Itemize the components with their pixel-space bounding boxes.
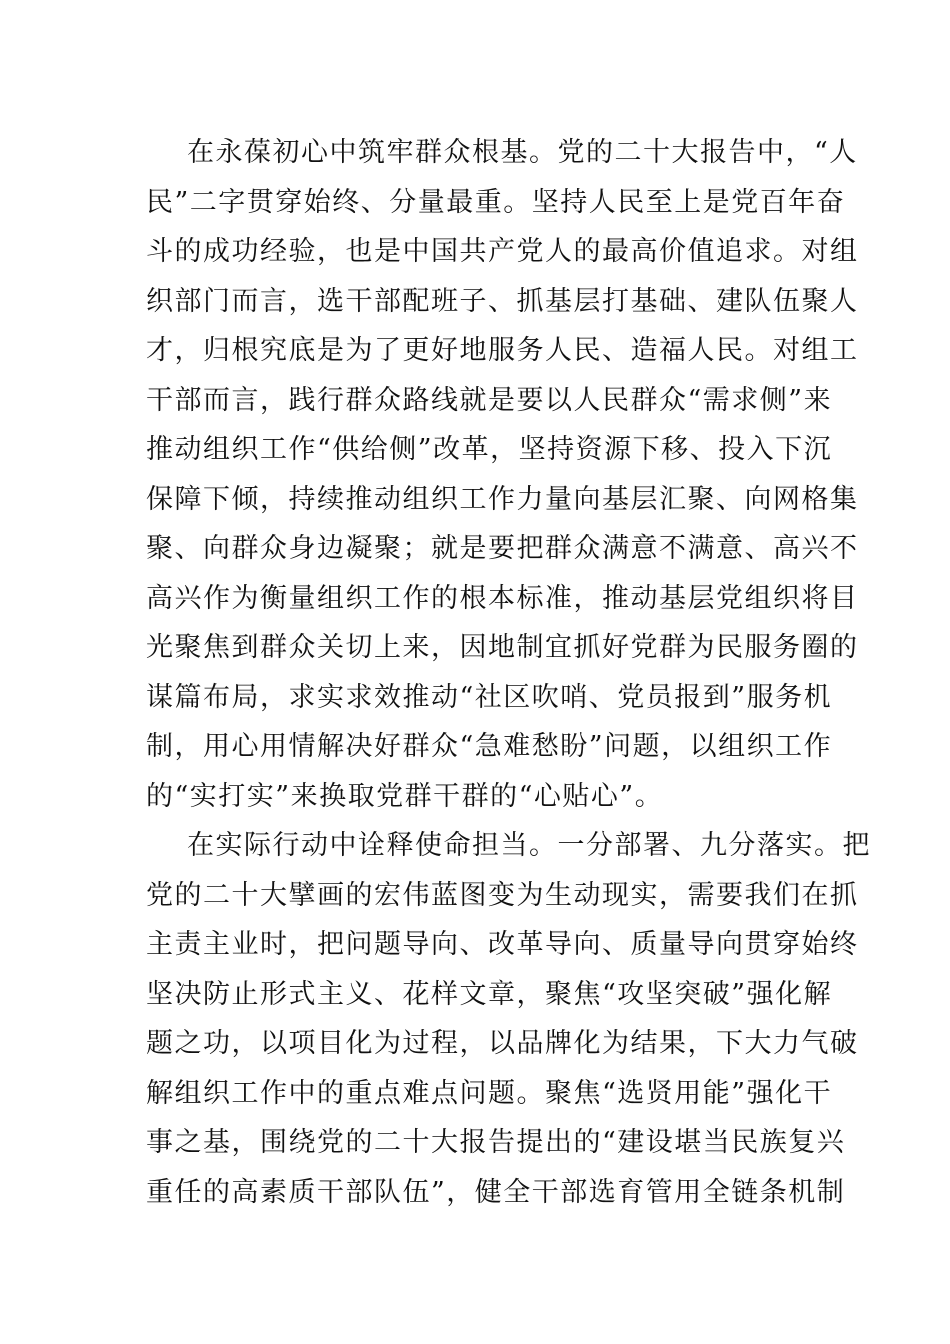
text-line: 在实际行动中诠释使命担当。一分部署、九分落实。把 xyxy=(187,830,871,861)
text-line: 织部门而言，选干部配班子、抓基层打基础、建队伍聚人 xyxy=(146,285,859,317)
text-line: 重任的高素质干部队伍”，健全干部选育管用全链条机制 xyxy=(146,1176,846,1208)
text-line: 斗的成功经验，也是中国共产党人的最高价值追求。对组 xyxy=(146,236,859,267)
text-line: 聚、向群众身边凝聚；就是要把群众满意不满意、高兴不 xyxy=(146,533,859,564)
text-line: 的“实打实”来换取党群干群的“心贴心”。 xyxy=(146,780,664,812)
text-line: 制，用心用情解决好群众“急难愁盼”问题，以组织工作 xyxy=(146,731,833,762)
paragraph-1 xyxy=(146,128,859,821)
text-line: 干部而言，践行群众路线就是要以人民群众“需求侧”来 xyxy=(146,384,833,416)
text-line: 高兴作为衡量组织工作的根本标准，推动基层党组织将目 xyxy=(146,582,859,614)
text-line: 民”二字贯穿始终、分量最重。坚持人民至上是党百年奋 xyxy=(146,186,846,218)
text-line: 保障下倾，持续推动组织工作力量向基层汇聚、向网格集 xyxy=(146,483,859,515)
text-line: 党的二十大擘画的宏伟蓝图变为生动现实，需要我们在抓 xyxy=(146,879,859,911)
text-line: 事之基，围绕党的二十大报告提出的“建设堪当民族复兴 xyxy=(146,1127,846,1158)
text-line: 主责主业时，把问题导向、改革导向、质量导向贯穿始终 xyxy=(146,929,859,960)
paragraph-2 xyxy=(146,821,871,1217)
text-line: 题之功，以项目化为过程，以品牌化为结果，下大力气破 xyxy=(146,1028,859,1059)
text-line: 推动组织工作“供给侧”改革，坚持资源下移、投入下沉 xyxy=(146,434,833,465)
text-line: 解组织工作中的重点难点问题。聚焦“选贤用能”强化干 xyxy=(146,1077,833,1109)
body-text xyxy=(146,128,871,1217)
text-line: 在永葆初心中筑牢群众根基。党的二十大报告中，“人 xyxy=(187,137,858,168)
text-line: 谋篇布局，求实求效推动“社区吹哨、党员报到”服务机 xyxy=(146,681,833,713)
text-line: 坚决防止形式主义、花样文章，聚焦“攻坚突破”强化解 xyxy=(146,978,833,1010)
text-line: 才，归根究底是为了更好地服务人民、造福人民。对组工 xyxy=(146,335,859,366)
text-line: 光聚焦到群众关切上来，因地制宜抓好党群为民服务圈的 xyxy=(146,632,859,663)
